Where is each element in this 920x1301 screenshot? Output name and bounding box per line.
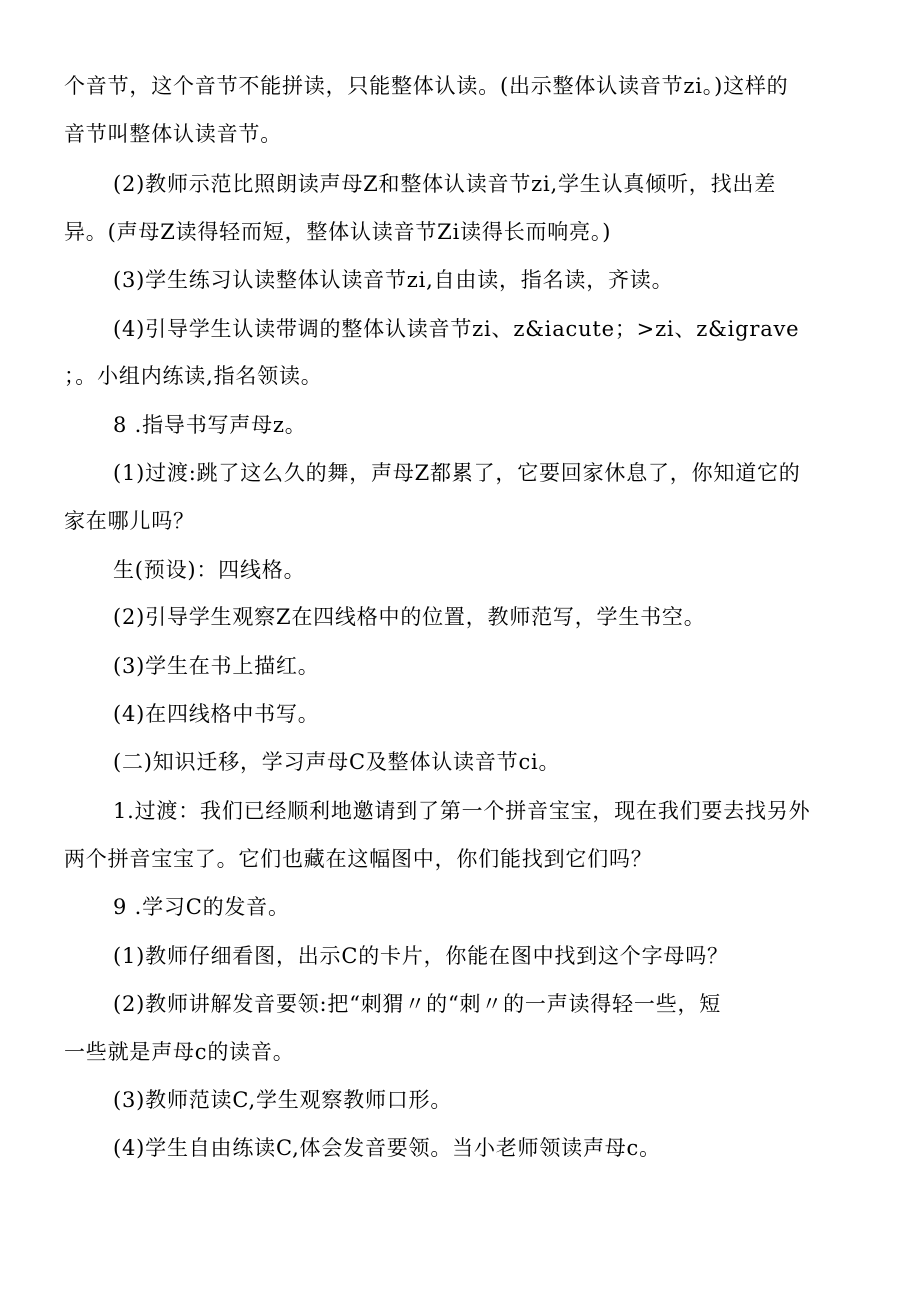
text-line: (4)引导学生认读带调的整体认读音节zi、z&iacute；>zi、z&igrave (113, 317, 800, 341)
text-line: 家在哪儿吗？ (64, 509, 195, 533)
text-line: 异。(声母Z读得轻而短，整体认读音节Zi读得长而响亮。) (64, 220, 612, 244)
text-line: (4)学生自由练读C,体会发音要领。当小老师领读声母c。 (113, 1136, 661, 1160)
text-line: (1)过渡:跳了这么久的舞，声母Z都累了，它要回家休息了，你知道它的 (113, 461, 801, 485)
text-line: (2)教师讲解发音要领:把“刺猬〃的“刺〃的一声读得轻一些，短 (113, 992, 722, 1016)
text-line: 两个拼音宝宝了。它们也藏在这幅图中，你们能找到它们吗？ (64, 847, 653, 871)
text-line: 生(预设)：四线格。 (113, 558, 306, 582)
text-line: 1.过渡：我们已经顺利地邀请到了第一个拼音宝宝，现在我们要去找另外 (113, 799, 811, 823)
text-line: (4)在四线格中书写。 (113, 702, 320, 726)
text-line: 个音节，这个音节不能拼读，只能整体认读。(出示整体认读音节zi。)这样的 (64, 74, 789, 98)
text-line: 8 .指导书写声母z。 (113, 413, 307, 437)
text-line: (1)教师仔细看图，出示C的卡片，你能在图中找到这个字母吗？ (113, 944, 729, 968)
text-line: 9 .学习C的发音。 (113, 895, 290, 919)
text-line: 一些就是声母c的读音。 (64, 1040, 295, 1064)
text-line: (2)引导学生观察Z在四线格中的位置，教师范写，学生书空。 (113, 605, 706, 629)
text-line: (3)教师范读C,学生观察教师口形。 (113, 1088, 453, 1112)
text-line: (3)学生练习认读整体认读音节zi,自由读，指名读，齐读。 (113, 268, 674, 292)
text-line: (3)学生在书上描红。 (113, 654, 320, 678)
text-line: (二)知识迁移，学习声母C及整体认读音节ci。 (113, 750, 561, 774)
text-line: (2)教师示范比照朗读声母Z和整体认读音节zi,学生认真倾听，找出差 (113, 172, 776, 196)
text-line: 音节叫整体认读音节。 (64, 122, 282, 146)
text-line: ；。小组内练读,指名领读。 (64, 364, 323, 388)
